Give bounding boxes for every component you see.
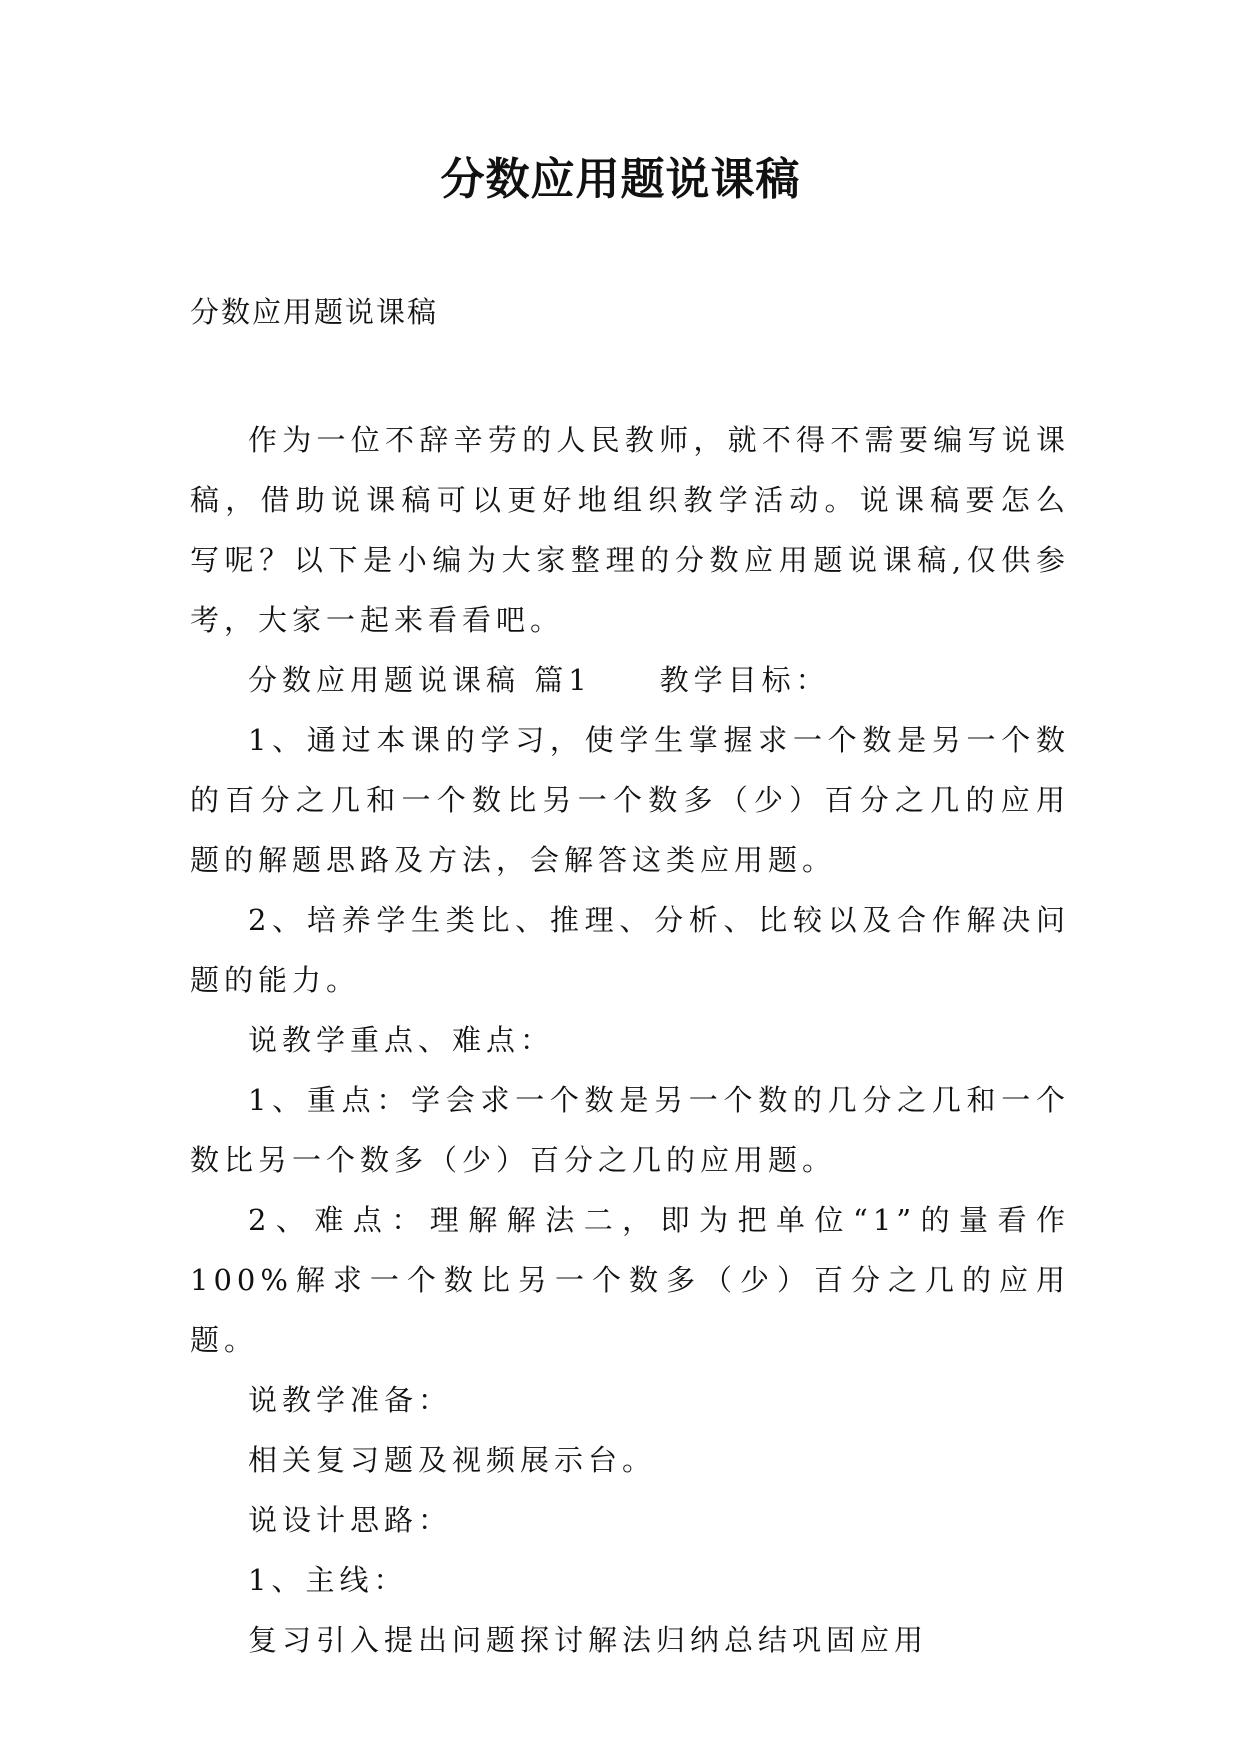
preparation-paragraph: 相关复习题及视频展示台。 xyxy=(248,1443,657,1477)
design-mainline-paragraph: 复习引入提出问题探讨解法归纳总结巩固应用 xyxy=(248,1623,929,1657)
section-heading-objectives: 分数应用题说课稿 篇1 教学目标： xyxy=(248,663,830,697)
section-heading-preparation: 说教学准备： xyxy=(248,1383,453,1417)
difficulty-paragraph: 2、难点：理解解法二，即为把单位“1”的量看作100%解求一个数比另一个数多（少）百分之几的应用题。 xyxy=(190,1203,1070,1357)
intro-paragraph: 作为一位不辞辛劳的人民教师，就不得不需要编写说课稿，借助说课稿可以更好地组织教学活动。说课稿要怎么写呢？以下是小编为大家整理的分数应用题说课稿,仅供参考，大家一起来看看吧。 xyxy=(190,423,1070,637)
section-heading-key-points: 说教学重点、难点： xyxy=(248,1023,555,1057)
document-body xyxy=(190,410,1070,1670)
objective-1-paragraph: 1、通过本课的学习，使学生掌握求一个数是另一个数的百分之几和一个数比另一个数多（少）百分之几的应用题的解题思路及方法，会解答这类应用题。 xyxy=(190,723,1070,877)
objective-2-paragraph: 2、培养学生类比、推理、分析、比较以及合作解决问题的能力。 xyxy=(190,903,1070,997)
page-title: 分数应用题说课稿 xyxy=(440,154,801,205)
key-point-paragraph: 1、重点：学会求一个数是另一个数的几分之几和一个数比另一个数多（少）百分之几的应用题。 xyxy=(190,1083,1070,1177)
section-heading-design: 说设计思路： xyxy=(248,1503,453,1537)
document-subtitle: 分数应用题说课稿 xyxy=(190,295,439,329)
design-mainline-heading: 1、主线： xyxy=(248,1563,408,1597)
